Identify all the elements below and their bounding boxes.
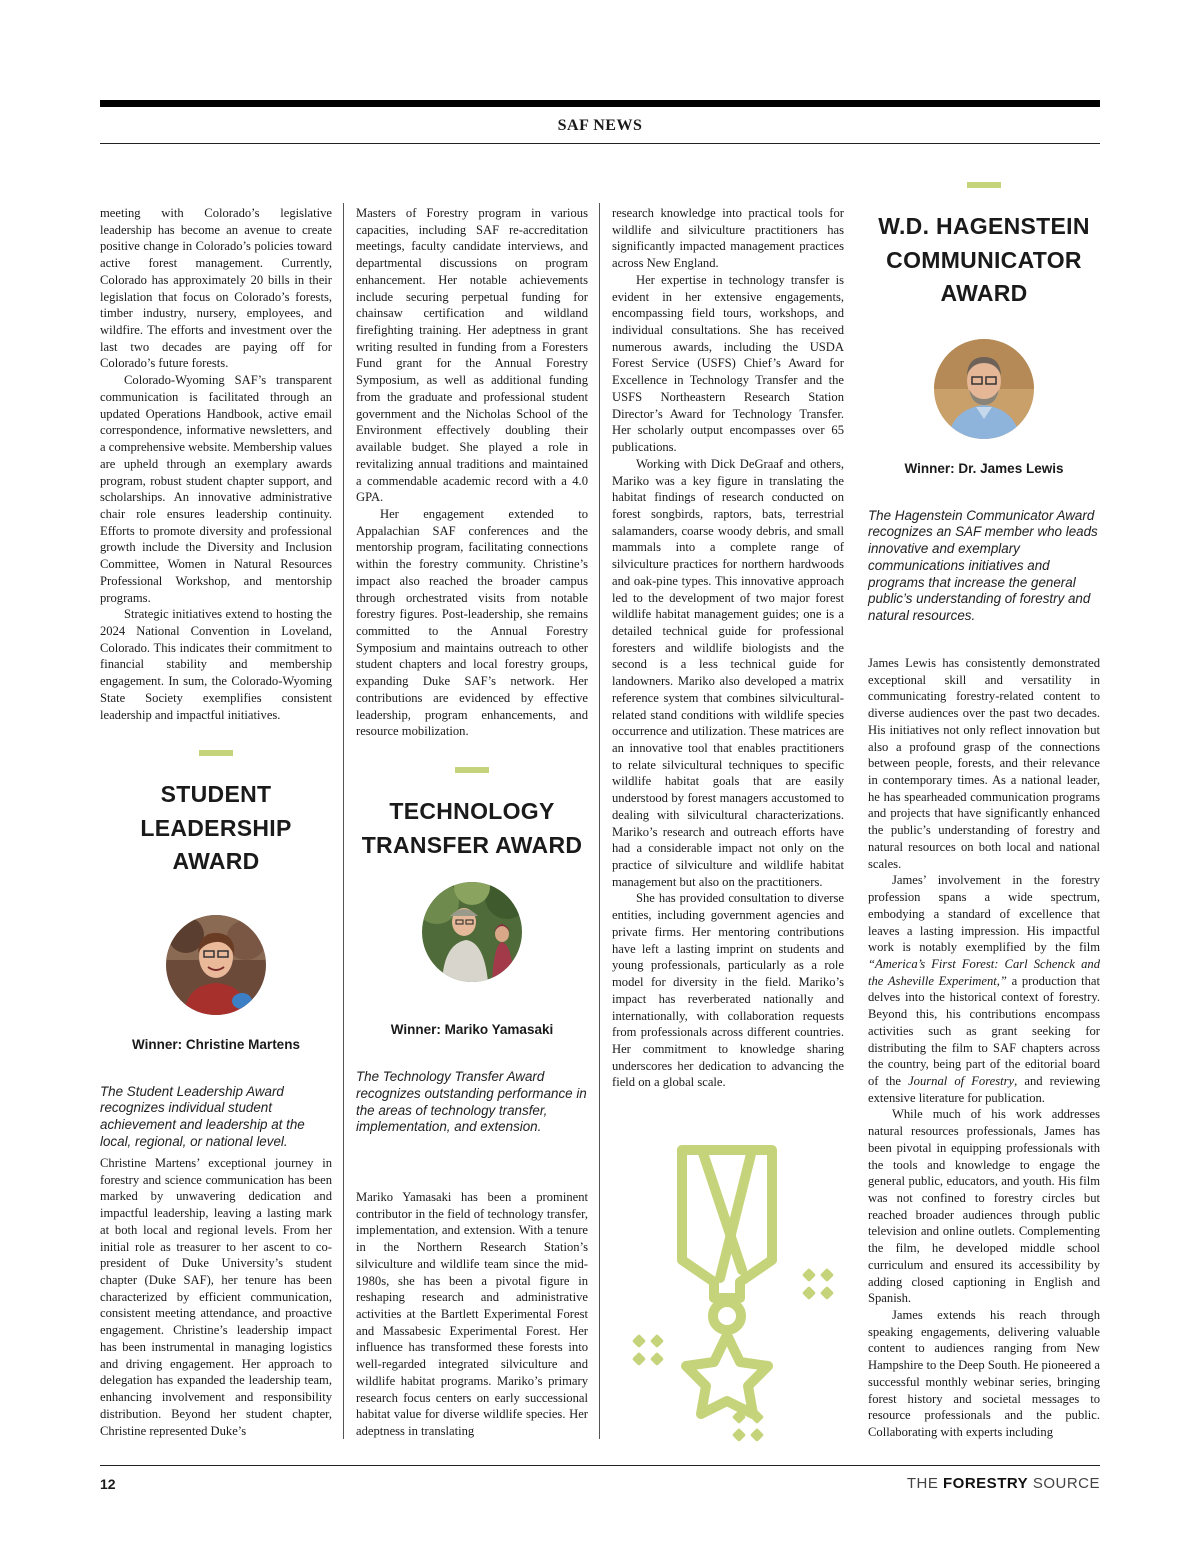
paragraph: Mariko Yamasaki has been a prominent contributor in the field of technology transfer, implementation, and extension. With a tenure in the Northern Research Station’s silviculture and wildlife team since the mid-1980s, she has been a pivotal figure in reshaping research and administrative activities at the Bartlett Experimental Forest and Massabesic Experimental Forest. Her influence has transformed these forests into well-regarded integrated silviculture and wildlife habitat programs. Mariko’s primary research focus centers on early successional habitat value for diverse wildlife species. Her adeptness in translating (356, 1190, 588, 1439)
winner-name: Winner: Christine Martens (132, 1036, 300, 1052)
column-divider (599, 203, 600, 1439)
page-number: 12 (100, 1476, 116, 1492)
accent-dash (455, 767, 489, 773)
paragraph (868, 872, 1100, 1106)
column-2 (356, 205, 588, 740)
publication-prefix: THE (906, 1475, 939, 1492)
paragraph: Strategic initiatives extend to hosting the 2024 National Convention in Loveland, Colorado. This indicates their commitment to financial stability and membership engagement. In sum, the Colorado-Wyoming State Society exemplifies consistent leadership and impactful initiatives. (100, 607, 332, 722)
paragraph: While much of his work addresses natural resources professionals, James has been pivotal in equipping professionals with the tools and knowledge to engage the general public, educators, and youth. His film was not confined to forestry circles but reached broader audiences through public television and online outlets. Complementing the film, he developed middle school curriculum and ensured its accessibility by adding closed captioning in English and Spanish. (868, 1107, 1100, 1306)
paragraph: She has provided consultation to diverse entities, including government agencies and private firms. Her mentoring contributions have left a lasting imprint on students and young professionals, particularly as a role model for diversity in the field. Mariko’s impact has reverberated nationally and internationally, with collaboration requests from professionals across different countries. Her commitment to knowledge sharing underscores her dedication to advancing the field on a global scale. (612, 891, 844, 1090)
award-title: STUDENT LEADERSHIP AWARD (140, 781, 292, 874)
medal-icon (612, 1130, 844, 1450)
paragraph: Colorado-Wyoming SAF’s transparent communication is facilitated through an updated Operations Handbook, active email correspondence, informative newsletters, and a comprehensive website. Membership values are upheld through an exemplary awards program, robust student chapter support, and scholarships. An innovative administrative chair role ensures leadership continuity. Efforts to promote diversity and professional growth include the Diversity and Inclusion Committee, Women in Natural Resources Professional Workshop, and mentorship programs. (100, 373, 332, 605)
paragraph: Her engagement extended to Appalachian SAF conferences and the mentorship program, facilitating connections within the forestry community. Christine’s impact also reached the broader campus through orchestrated visits from notable forestry figures. Post-leadership, she remains committed to the Annual Forestry Symposium and maintains outreach to other student chapters and local forestry groups, expanding Duke SAF’s network. Her contributions are evidenced by effective leadership, program enhancements, and resource mobilization. (356, 506, 588, 739)
film-title: “America’s First Forest: Carl Schenck and the Asheville Experiment,” (868, 956, 1100, 988)
student-award-body (100, 1155, 332, 1439)
header-rule (100, 100, 1100, 107)
accent-dash (199, 750, 233, 756)
paragraph: Working with Dick DeGraaf and others, Mariko was a key figure in translating the habitat findings of research conducted on forest songbirds, raptors, bats, terrestrial salamanders, coarse woody debris, and small mammals into a complete range of silviculture practices for northern hardwoods and oak-pine types. This innovative approach led to the development of two major forest wildlife habitat management guides; one is a detailed technical guide for professional foresters and wildlife biologists and the second is a less technical guide for landowners. Mariko also developed a matrix reference system that combines silvicultural-related stand conditions with wildlife species occurrence and utilization. These matrices are an innovative tool that enables practitioners to relate silvicultural techniques to specific wildlife habitat goals that are easily understood by forest managers accustomed to dealing with silvicultural characterizations. Mariko’s research and outreach efforts have had a considerable impact not only on the practice of silviculture and wildlife habitat management but also on the practitioners. (612, 456, 844, 889)
column-1 (100, 205, 332, 723)
column-3 (612, 205, 844, 1091)
footer-rule (100, 1465, 1100, 1466)
award-title: TECHNOLOGY TRANSFER AWARD (361, 798, 583, 858)
paragraph: James extends his reach through speaking engagements, delivering valuable content to audiences ranging from New Hampshire to the Deep South. He pioneered a successful monthly webinar series, bringing forest history and societal messages to resource professionals and the public. Collaborating with experts including (868, 1308, 1100, 1440)
paragraph: Christine Martens’ exceptional journey in forestry and science communication has been marked by unwavering dedication and impactful leadership, leaving a lasting mark at both local and regional levels. From her initial role as treasurer to her ascent to co-president of Duke University’s student chapter (Duke SAF), her tenure has been characterized by efficient communication, consistent meeting attendance, and proactive engagement. Christine’s leadership impact has been instrumental in managing logistics and driving engagement. Her approach to delegation has expanded the leadership team, enhancing involvement and responsibility distribution. Beyond her student chapter, Christine represented Duke’s (100, 1156, 332, 1438)
hagenstein-award-block (868, 182, 1100, 625)
paragraph: meeting with Colorado’s legislative leadership has become an avenue to create positive change in Colorado’s policies toward active forest management. Currently, Colorado has approximately 20 bills in their legislation that focus on Colorado’s forests, timber industry, nursery, employees, and wildfire. The efforts and investment over the last two decades are paying off for Colorado’s future forests. (100, 206, 332, 371)
tech-award-block (356, 767, 588, 1136)
award-title: W.D. HAGENSTEIN COMMUNICATOR AWARD (878, 213, 1090, 306)
winner-photo (166, 915, 266, 1015)
winner-name: Winner: Dr. James Lewis (904, 460, 1064, 476)
paragraph-text: , and reviewing extensive literature for publication. (868, 1073, 1100, 1105)
hagenstein-award-body (868, 655, 1100, 1441)
paragraph: Masters of Forestry program in various capacities, including SAF re-accreditation meetings, faculty candidate interviews, and departmental discussions on program enhancement. Her notable achievements include securing perpetual funding for chainsaw certification and wildland firefighting training. Her adeptness in grant writing resulted in funding from a Foresters Fund grant for the Annual Forestry Symposium, as well as additional funding from the graduate and professional student government and the Nicholas School of the Environment effectively doubling their available budget. She played a role in revitalizing annual traditions and maintained a commendable academic record with a 4.0 GPA. (356, 206, 588, 505)
publication-title (907, 1475, 1100, 1492)
paragraph-text: a production that delves into the historical context of forestry. Beyond this, his contributions encompass activities such as grant seeking for distributing the film to SAF chapters across the country, being part of the editorial board of the (868, 973, 1100, 1088)
winner-photo (934, 339, 1034, 439)
paragraph: Her expertise in technology transfer is evident in her extensive engagements, encompassing field tours, workshops, and individual consultations. She has received numerous awards, including the USDA Forest Service (USFS) Chief’s Award for Excellence in Technology Transfer and the USFS Northeastern Research Station Director’s Award for Technology Transfer. Her scholarly output encompasses over 65 publications. (612, 272, 844, 455)
paragraph-text: James’ involvement in the forestry profession spans a wide spectrum, embodying a standard of excellence that leaves a lasting impression. His impactful work is notably exemplified by the film (868, 873, 1100, 955)
tech-award-body (356, 1189, 588, 1440)
column-divider (343, 203, 344, 1439)
winner-photo (422, 882, 522, 982)
publication-bold: FORESTRY (943, 1475, 1029, 1492)
award-description: The Hagenstein Communicator Award recognizes an SAF member who leads innovative and exemplary communications initiatives and programs that increase the general public’s understanding of forestry and natural resources. (868, 507, 1098, 624)
paragraph: James Lewis has consistently demonstrated exceptional skill and versatility in communicating forestry-related content to diverse audiences over the past two decades. His initiatives not only reflect innovation but also a profound grasp of the connections between people, forests, and their relevance in contemporary times. As a national leader, he has spearheaded communication programs and projects that have significantly enhanced the public’s understanding of forestry and natural resources on both local and national scales. (868, 656, 1100, 871)
award-description: The Technology Transfer Award recognizes outstanding performance in the areas of technology transfer, implementation, and extension. (356, 1069, 587, 1135)
winner-name: Winner: Mariko Yamasaki (390, 1022, 554, 1037)
paragraph: research knowledge into practical tools for wildlife and silviculture practitioners has significantly impacted management practices across New England. (612, 206, 844, 271)
award-description: The Student Leadership Award recognizes individual student achievement and leadership at the local, regional, or national level. (100, 1083, 305, 1149)
student-award-block (100, 750, 332, 1151)
publication-suffix: SOURCE (1032, 1475, 1100, 1492)
journal-title: Journal of Forestry (908, 1073, 1015, 1088)
accent-dash (967, 182, 1001, 188)
section-header: SAF NEWS (100, 113, 1100, 144)
